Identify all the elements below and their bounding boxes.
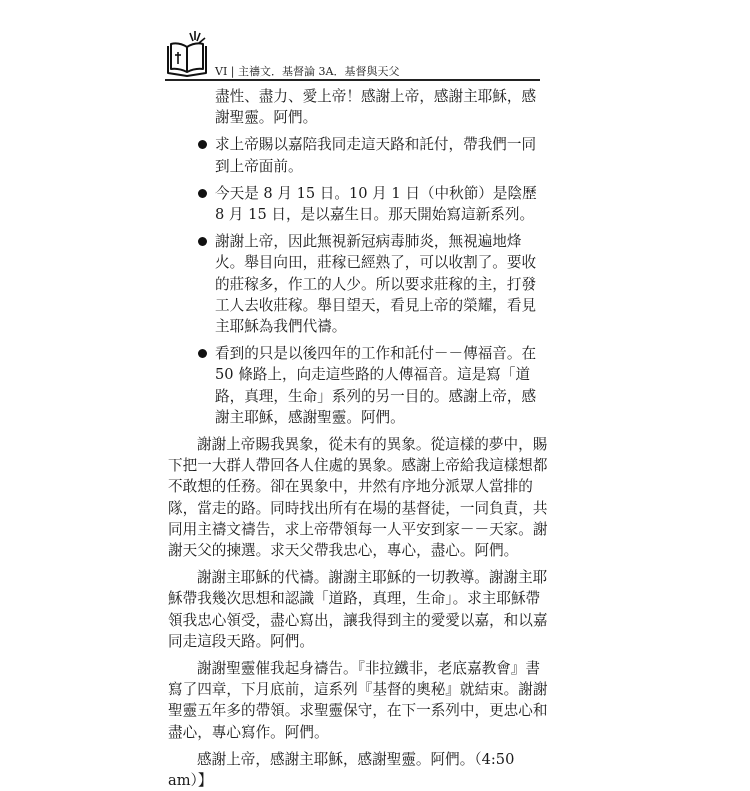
bullet-item [168,231,550,337]
body-paragraph: 謝謝主耶穌的代禱。謝謝主耶穌的一切教導。謝謝主耶穌帶我幾次思想和認識「道路，真理，生命」。求主耶穌帶領我忠心領受，盡心寫出，讓我得到主的愛愛以嘉，和以嘉同走這段天路。阿們。 [168,569,548,650]
open-book-icon [165,28,211,80]
bullet-icon [198,237,207,246]
bullet-item [168,343,550,428]
bullet-icon [198,349,207,358]
header-rule [165,79,540,81]
bullet-icon [198,189,207,198]
bullet-list [168,134,550,428]
bullet-item [168,183,550,225]
bullet-text: 求上帝賜以嘉陪我同走這天路和託付，帶我們一同到上帝面前。 [215,136,537,175]
page-body [168,86,550,791]
bullet-text: 今天是 8 月 15 日。10 月 1 日（中秋節）是陰歷 8 月 15 日，是以嘉生日。那天開始寫這新系列。 [215,184,537,224]
body-paragraph: 謝謝聖靈催我起身禱告。『非拉鐵非，老底嘉教會』書寫了四章，下月底前，這系列『基督的奧秘』就結束。謝謝聖靈五年多的帶領。求聖靈保守，在下一系列中，更忠心和盡心，專心寫作。阿們。 [168,660,548,741]
bullet-icon [198,140,207,149]
bullet-text: 看到的只是以後四年的工作和託付－－傳福音。在 50 條路上，向走這些路的人傳福音。這是寫「道路，真理，生命」系列的另一目的。感謝上帝，感謝主耶穌，感謝聖靈。阿們。 [215,345,537,426]
body-paragraph: 謝謝上帝賜我異象，從未有的異象。從這樣的夢中，賜下把一大群人帶回各人住處的異象。感謝上帝給我這樣想都不敢想的任務。卻在異象中，井然有序地分派眾人當排的隊，當走的路。同時找出所有在場的基督徒，一同負責，共同用主禱文禱告，求上帝帶領每一人平安到家－－天家。謝謝天父的揀選。求天父帶我忠心，專心，盡心。阿們。 [168,436,548,560]
continued-text: 盡性、盡力、愛上帝！感謝上帝，感謝主耶穌，感謝聖靈。阿們。 [215,88,537,127]
chapter-number: VI [215,65,228,78]
closing-line: 感謝上帝，感謝主耶穌，感謝聖靈。阿們。（4:50 am）】 [168,750,515,790]
page-header [165,28,555,82]
header-separator: | [230,65,238,78]
running-title: 主禱文．基督論 3A．基督與天父 [238,65,400,78]
running-header [215,63,399,79]
bullet-text: 謝謝上帝，因此無視新冠病毒肺炎，無視遍地烽火。舉目向田，莊稼已經熟了，可以收割了。要收的莊稼多，作工的人少。所以要求莊稼的主，打發工人去收莊稼。舉目望天，看見上帝的榮耀，看見主耶穌為我們代禱。 [215,233,537,336]
bullet-item [168,134,550,176]
